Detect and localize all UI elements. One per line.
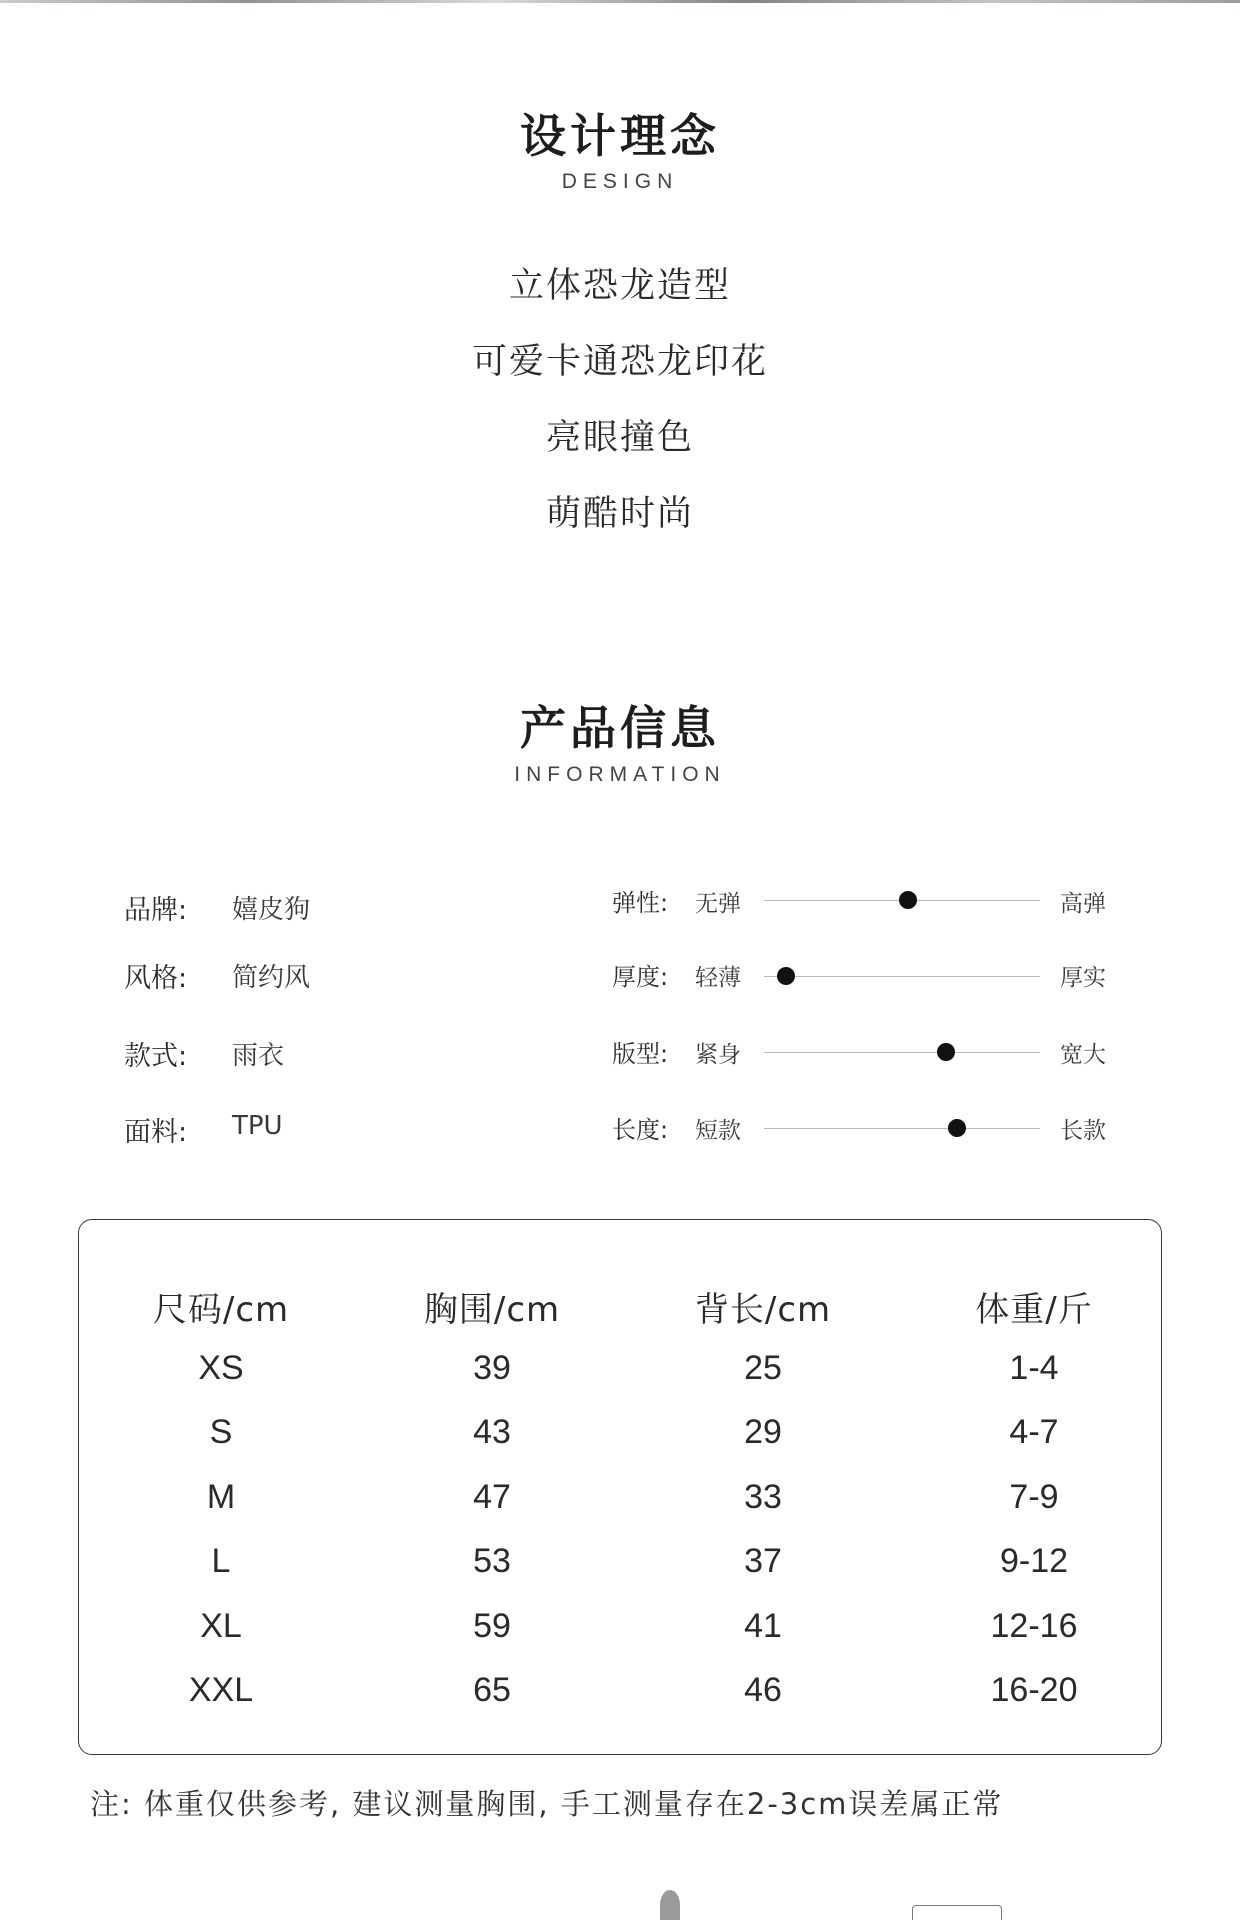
scale-length-track: [764, 1128, 1040, 1129]
size-header-back: 背长/cm: [694, 1290, 832, 1330]
scale-fit-right: 宽大: [1060, 1042, 1106, 1068]
cell-chest: 39: [473, 1349, 511, 1387]
scale-thickness-left: 轻薄: [695, 965, 741, 991]
scale-elasticity-label: 弹性:: [612, 889, 669, 917]
scale-length-marker: [948, 1119, 966, 1137]
measurement-note: 注: 体重仅供参考, 建议测量胸围, 手工测量存在2-3cm误差属正常: [90, 1787, 1004, 1821]
size-header-weight: 体重/斤: [975, 1290, 1093, 1330]
cell-back: 46: [744, 1671, 782, 1709]
scale-fit-marker: [937, 1043, 955, 1061]
info-title: 产品信息: [520, 701, 720, 755]
fabric-value: TPU: [232, 1111, 283, 1141]
info-subtitle: INFORMATION: [514, 763, 726, 786]
scale-thickness-label: 厚度:: [612, 963, 669, 991]
design-title: 设计理念: [520, 109, 720, 163]
design-subtitle: DESIGN: [561, 170, 679, 193]
cell-chest: 59: [473, 1607, 511, 1645]
cell-back: 33: [744, 1478, 782, 1516]
size-header-chest: 胸围/cm: [423, 1290, 561, 1330]
cell-size: L: [211, 1542, 231, 1580]
bottom-image-fragment: [660, 1890, 680, 1920]
design-line-1: 立体恐龙造型: [508, 266, 731, 306]
scale-length-right: 长款: [1060, 1118, 1106, 1144]
scale-elasticity-right: 高弹: [1060, 891, 1106, 917]
cell-back: 29: [744, 1413, 782, 1451]
scale-fit-label: 版型:: [612, 1040, 669, 1068]
style-value: 简约风: [232, 963, 311, 993]
style-label: 风格:: [124, 963, 188, 994]
cell-chest: 65: [473, 1671, 511, 1709]
cell-size: S: [209, 1413, 233, 1451]
design-line-4: 萌酷时尚: [545, 494, 694, 534]
type-value: 雨衣: [232, 1041, 285, 1071]
cell-size: M: [206, 1478, 236, 1516]
type-label: 款式:: [124, 1041, 188, 1072]
cell-weight: 9-12: [999, 1542, 1069, 1580]
scale-thickness-marker: [777, 967, 795, 985]
bottom-frame-fragment: [912, 1905, 1002, 1920]
design-line-2: 可爱卡通恐龙印花: [471, 342, 768, 382]
top-image-strip: [0, 0, 1240, 3]
cell-weight: 4-7: [1009, 1413, 1059, 1451]
cell-back: 25: [744, 1349, 782, 1387]
cell-weight: 1-4: [1009, 1349, 1059, 1387]
cell-chest: 43: [473, 1413, 511, 1451]
cell-back: 37: [744, 1542, 782, 1580]
cell-chest: 47: [473, 1478, 511, 1516]
scale-length-label: 长度:: [612, 1116, 669, 1144]
scale-fit-track: [764, 1052, 1040, 1053]
cell-size: XXL: [188, 1671, 254, 1709]
brand-label: 品牌:: [124, 895, 188, 926]
cell-chest: 53: [473, 1542, 511, 1580]
scale-thickness-track: [764, 976, 1040, 977]
cell-back: 41: [744, 1607, 782, 1645]
cell-weight: 16-20: [990, 1671, 1078, 1709]
scale-fit-left: 紧身: [695, 1042, 741, 1068]
scale-thickness-right: 厚实: [1060, 965, 1106, 991]
design-line-3: 亮眼撞色: [545, 418, 694, 458]
size-header-size: 尺码/cm: [152, 1290, 290, 1330]
cell-size: XS: [198, 1349, 244, 1387]
scale-length-left: 短款: [695, 1118, 741, 1144]
scale-elasticity-marker: [899, 891, 917, 909]
cell-weight: 7-9: [1009, 1478, 1059, 1516]
cell-size: XL: [200, 1607, 242, 1645]
cell-weight: 12-16: [990, 1607, 1078, 1645]
brand-value: 嬉皮狗: [232, 895, 311, 925]
fabric-label: 面料:: [124, 1117, 188, 1148]
scale-elasticity-left: 无弹: [695, 891, 741, 917]
